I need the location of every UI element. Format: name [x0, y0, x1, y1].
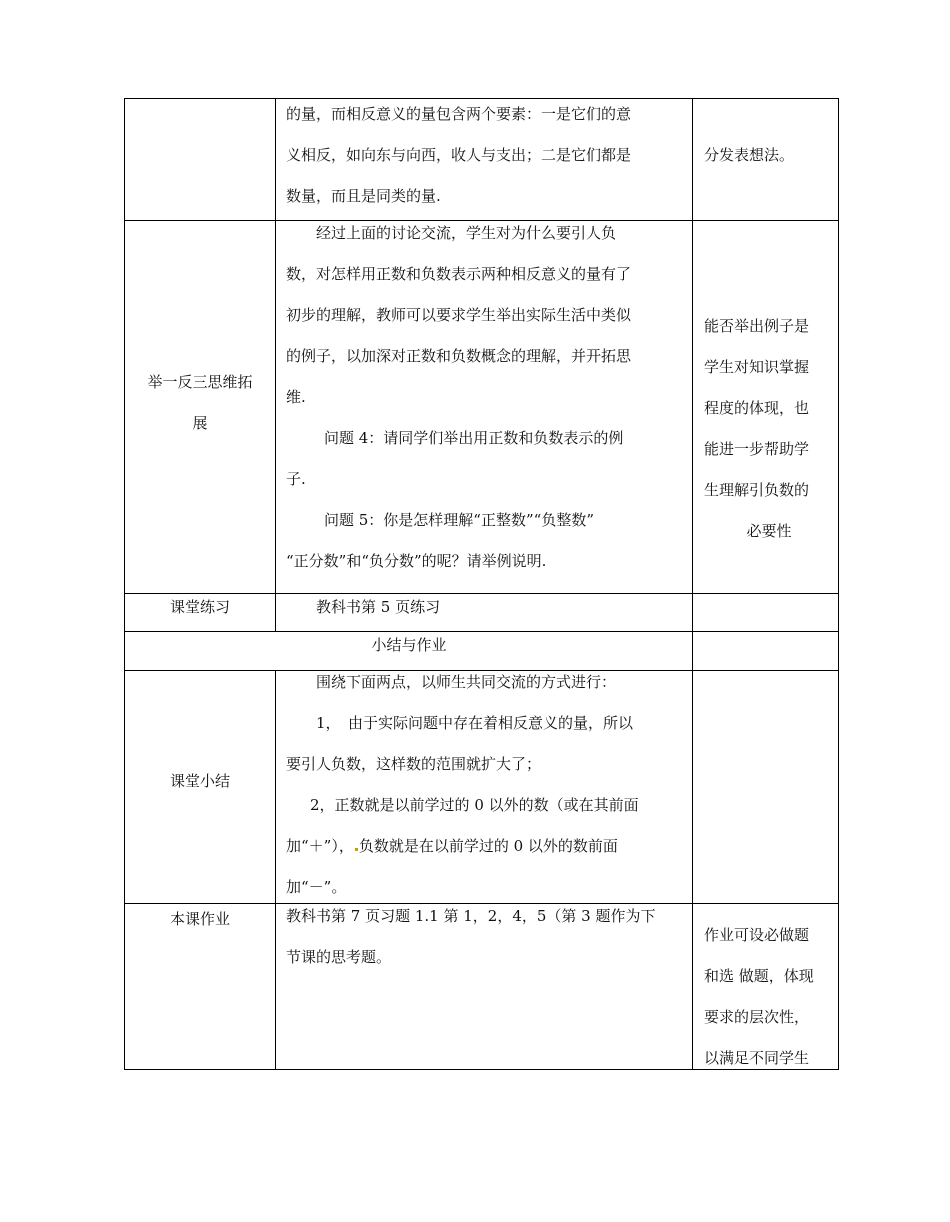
row3-middle-cell: [286, 592, 688, 622]
text-line: “正分数”和“负分数”的呢？请举例说明.: [286, 552, 547, 570]
text-line: 加“＋”）， 负数就是在以前学过的 0 以外的数前面: [286, 837, 618, 855]
row2-right-cell: [704, 306, 834, 552]
text-line: 学生对知识掌握: [704, 358, 810, 376]
marker-dot: [355, 848, 358, 851]
text-line: 经过上面的讨论交流，学生对为什么要引人负: [316, 224, 617, 242]
text-line: 程度的体现，也: [704, 399, 810, 417]
row2-left-cell: [126, 362, 274, 444]
row1-right-cell: [704, 135, 834, 176]
row5-middle-cell: [286, 662, 688, 908]
section-title: 小结与作业: [371, 636, 447, 654]
text-line: 节课的思考题。: [286, 948, 392, 966]
row1-middle-cell: [286, 94, 688, 217]
row2-middle-cell: [286, 213, 688, 582]
text-line: 作业可设必做题: [704, 926, 810, 944]
section-label: 课堂小结: [169, 772, 230, 790]
text-line: 的例子，以加深对正数和负数概念的理解，并开拓思: [286, 347, 632, 365]
text-line: 数，对怎样用正数和负数表示两种相反意义的量有了: [286, 265, 632, 283]
col-divider-2: [692, 98, 693, 1070]
text-line: 的量，而相反意义的量包含两个要素：一是它们的意: [286, 105, 632, 123]
section-label: 举一反三思维拓: [147, 373, 253, 391]
row6-right-cell: [704, 915, 834, 1079]
text-line: 加“－”。: [286, 878, 347, 896]
text-line: 和选 做题，体现: [704, 967, 814, 985]
text-line: 数量，而且是同类的量.: [286, 187, 441, 205]
text-line: 义相反，如向东与向西，收人与支出；二是它们都是: [286, 146, 632, 164]
row3-left-cell: [126, 592, 274, 622]
text-line: 1， 由于实际问题中存在着相反意义的量，所以: [316, 714, 634, 732]
text-line: 分发表想法。: [704, 146, 795, 164]
table-border-right: [838, 98, 839, 1070]
row4-title-cell: [126, 630, 692, 660]
section-label: 本课作业: [169, 910, 230, 928]
text-line: 生理解引负数的: [704, 481, 810, 499]
text-line: 子.: [286, 470, 306, 488]
text-line: 教科书第 7 页习题 1.1 第 1，2，4，5（第 3 题作为下: [286, 907, 656, 925]
text-line: 围绕下面两点，以师生共同交流的方式进行：: [316, 673, 617, 691]
text-line: 要求的层次性，: [704, 1008, 810, 1026]
text-line: 能进一步帮助学: [704, 440, 810, 458]
question-4: 问题 4：请同学们举出用正数和负数表示的例: [324, 429, 624, 447]
row5-left-cell: [126, 761, 274, 802]
col-divider-1a: [275, 98, 276, 632]
text-line: 以满足不同学生: [704, 1049, 810, 1067]
section-label: 展: [192, 414, 208, 432]
text-line: 初步的理解，教师可以要求学生举出实际生活中类似: [286, 306, 632, 324]
text-line: 教科书第 5 页练习: [316, 598, 441, 616]
col-divider-1b: [275, 670, 276, 1070]
table-border-left: [124, 98, 125, 1070]
text-line: 必要性: [746, 522, 792, 540]
text-line: 能否举出例子是: [704, 317, 810, 335]
row6-left-cell: [126, 904, 274, 934]
text-line: 维.: [286, 388, 306, 406]
text-line: 要引人负数，这样数的范围就扩大了；: [286, 755, 542, 773]
section-label: 课堂练习: [169, 598, 230, 616]
question-5: 问题 5：你是怎样理解“正整数”“负整数”: [324, 511, 594, 529]
text-line: 2，正数就是以前学过的 0 以外的数（或在其前面: [310, 796, 639, 814]
row6-middle-cell: [286, 896, 688, 978]
